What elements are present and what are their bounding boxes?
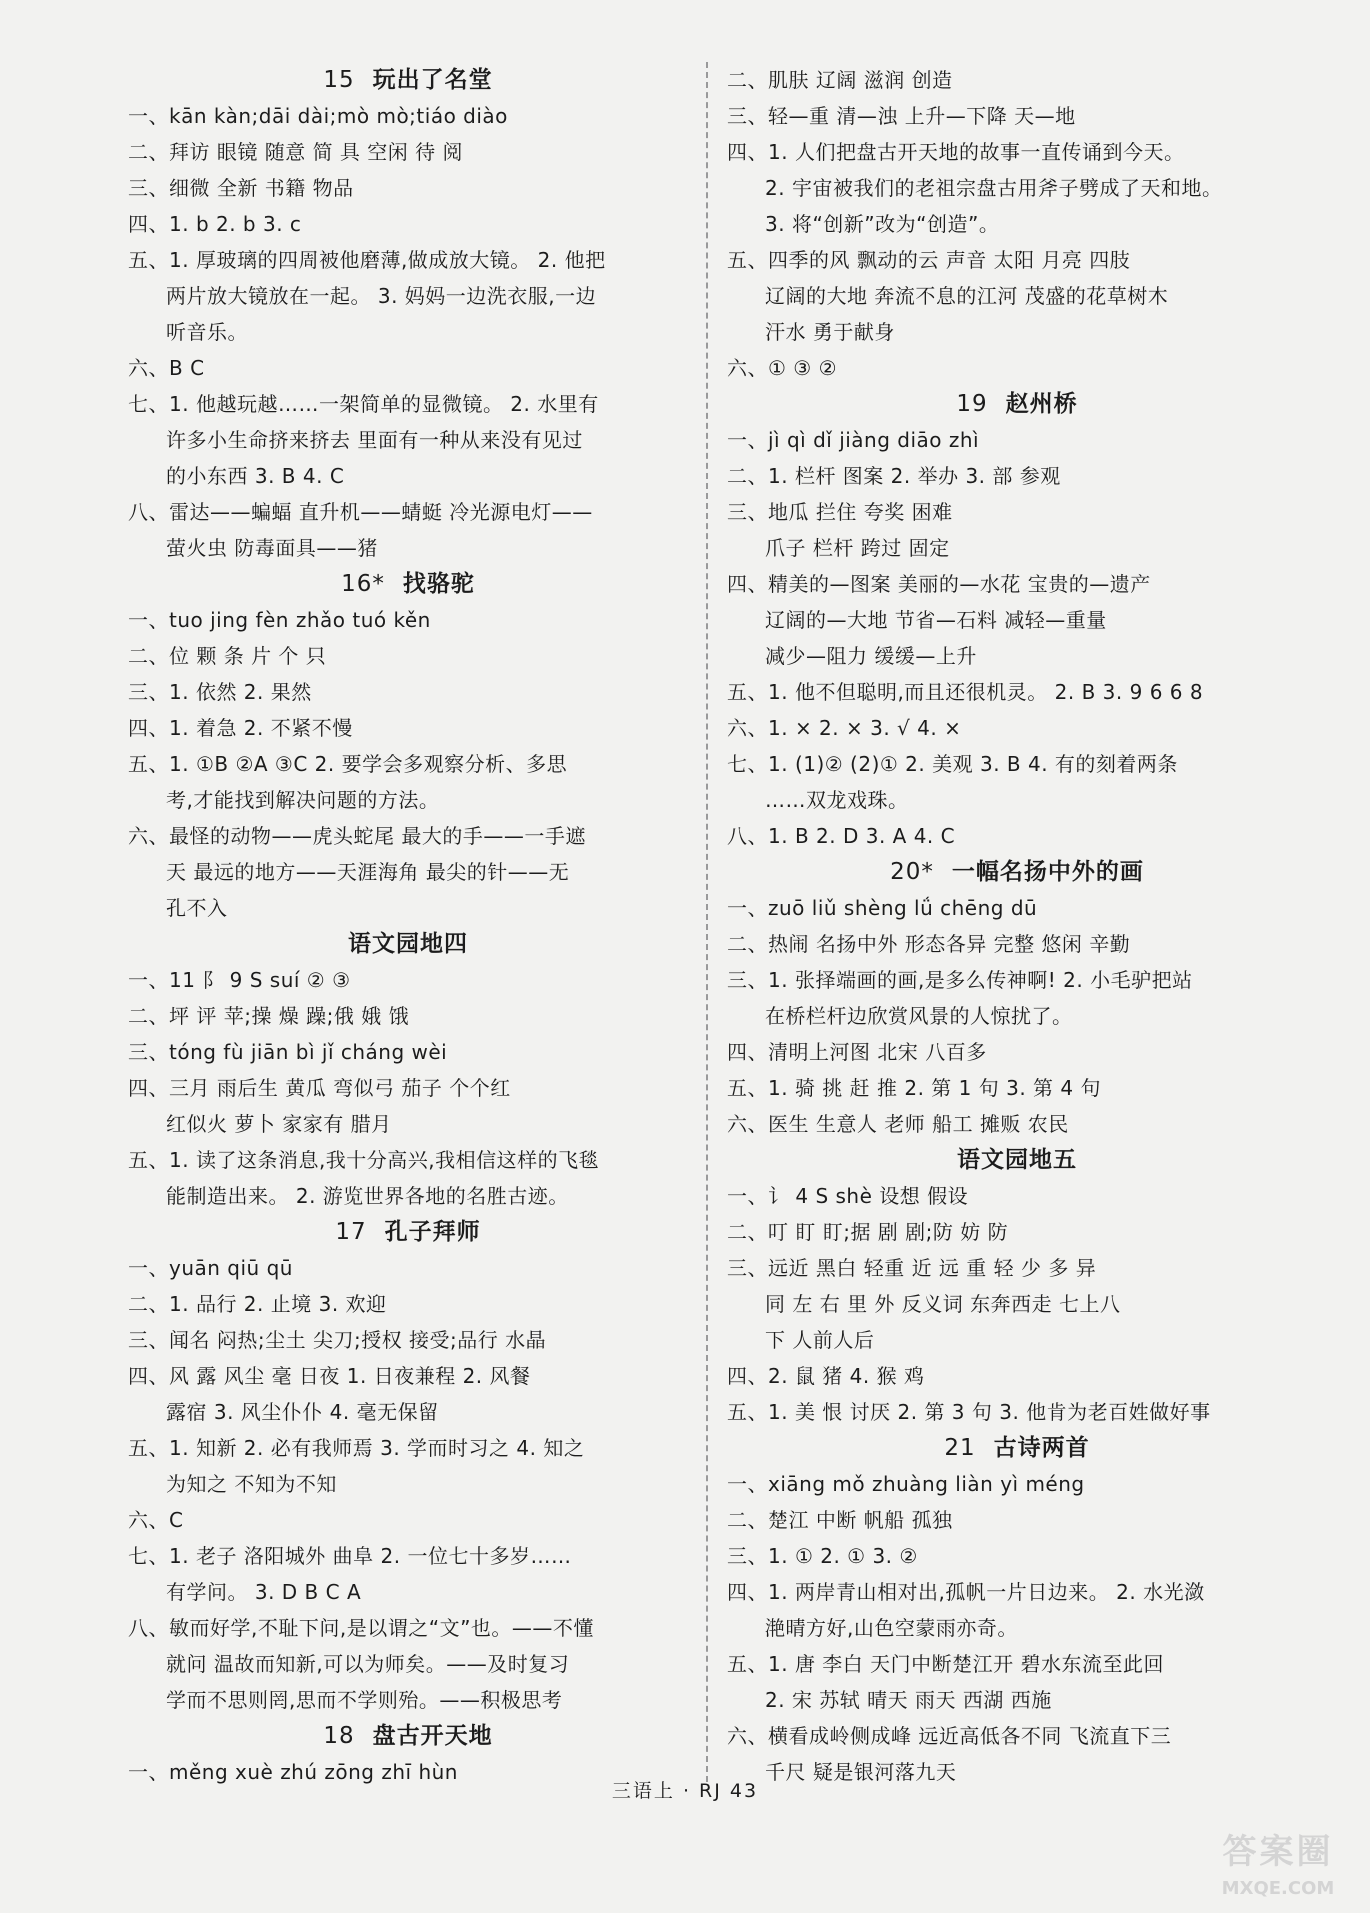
answer-line: 二、叮 盯 盯;据 剧 剧;防 妨 防 — [727, 1220, 1009, 1244]
answer-line: 二、热闹 名扬中外 形态各异 完整 悠闲 辛勤 — [727, 932, 1131, 956]
answer-line: 一、11 阝 9 S suí ② ③ — [128, 968, 351, 992]
answer-line: 五、四季的风 飘动的云 声音 太阳 月亮 四肢 — [727, 248, 1131, 272]
answer-line: 六、医生 生意人 老师 船工 摊贩 农民 — [727, 1112, 1069, 1136]
answer-line: 六、最怪的动物——虎头蛇尾 最大的手——一手遮 — [128, 824, 586, 848]
answer-line: 一、tuo jing fèn zhǎo tuó kěn — [128, 608, 431, 632]
answer-line: 二、拜访 眼镜 随意 简 具 空闲 待 阅 — [128, 140, 464, 164]
answer-line: 二、位 颗 条 片 个 只 — [128, 644, 327, 668]
answer-line-continued: ……双龙戏珠。 — [765, 788, 909, 812]
section-heading — [128, 1718, 688, 1754]
answer-line: 八、雷达——蝙蝠 直升机——蜻蜓 冷光源电灯—— — [128, 500, 593, 524]
answer-line: 六、B C — [128, 356, 205, 380]
lesson-title: 语文园地五 — [957, 1147, 1077, 1173]
answer-line: 三、1. ① 2. ① 3. ② — [727, 1544, 918, 1568]
answer-line: 四、2. 鼠 猪 4. 猴 鸡 — [727, 1364, 925, 1388]
answer-line-continued: 滟晴方好,山色空蒙雨亦奇。 — [765, 1616, 1018, 1640]
lesson-title: 孔子拜师 — [384, 1219, 481, 1245]
answer-line: 六、① ③ ② — [727, 356, 838, 380]
answer-line: 八、敏而好学,不耻下问,是以谓之“文”也。——不懂 — [128, 1616, 594, 1640]
answer-line: 五、1. ①B ②A ③C 2. 要学会多观察分析、多思 — [128, 752, 568, 776]
lesson-title: 找骆驼 — [402, 571, 475, 597]
answer-line: 四、三月 雨后生 黄瓜 弯似弓 茄子 个个红 — [128, 1076, 511, 1100]
lesson-title: 玩出了名堂 — [372, 67, 493, 93]
answer-line: 一、yuān qiū qū — [128, 1256, 293, 1280]
answer-line-continued: 有学问。 3. D B C A — [166, 1580, 362, 1604]
answer-line-continued: 许多小生命挤来挤去 里面有一种从来没有见过 — [166, 428, 583, 452]
answer-line-continued: 天 最远的地方——天涯海角 最尖的针——无 — [166, 860, 570, 884]
answer-line: 一、kān kàn;dāi dài;mò mò;tiáo diào — [128, 104, 508, 128]
answer-line-continued: 辽阔的—大地 节省—石料 减轻—重量 — [765, 608, 1107, 632]
answer-line-continued: 萤火虫 防毒面具——猪 — [166, 536, 378, 560]
answer-line: 五、1. 知新 2. 必有我师焉 3. 学而时习之 4. 知之 — [128, 1436, 585, 1460]
answer-line: 三、细微 全新 书籍 物品 — [128, 176, 354, 200]
answer-line-continued: 红似火 萝卜 家家有 腊月 — [166, 1112, 392, 1136]
lesson-number: 18 — [323, 1723, 355, 1749]
answer-line: 五、1. 厚玻璃的四周被他磨薄,做成放大镜。 2. 他把 — [128, 248, 606, 272]
section-heading — [727, 1430, 1307, 1466]
answer-line-continued: 下 人前人后 — [765, 1328, 875, 1352]
answer-line-continued: 学而不思则罔,思而不学则殆。——积极思考 — [166, 1688, 563, 1712]
answer-line: 二、肌肤 辽阔 滋润 创造 — [727, 68, 953, 92]
answer-line: 四、精美的—图案 美丽的—水花 宝贵的—遗产 — [727, 572, 1151, 596]
answer-line-continued: 千尺 疑是银河落九天 — [765, 1760, 957, 1784]
answer-line-continued: 辽阔的大地 奔流不息的江河 茂盛的花草树木 — [765, 284, 1169, 308]
answer-line: 五、1. 读了这条消息,我十分高兴,我相信这样的飞毯 — [128, 1148, 600, 1172]
answer-line: 四、风 露 风尘 毫 日夜 1. 日夜兼程 2. 风餐 — [128, 1364, 531, 1388]
lesson-number: 20* — [890, 859, 934, 885]
answer-line: 一、měng xuè zhú zōng zhī hùn — [128, 1760, 458, 1784]
lesson-number: 19 — [956, 391, 988, 417]
answer-line: 七、1. 老子 洛阳城外 曲阜 2. 一位七十多岁…… — [128, 1544, 572, 1568]
answer-line: 七、1. (1)② (2)① 2. 美观 3. B 4. 有的刻着两条 — [727, 752, 1178, 776]
answer-line-continued: 孔不入 — [166, 896, 228, 920]
answer-line: 五、1. 美 恨 讨厌 2. 第 3 句 3. 他肯为老百姓做好事 — [727, 1400, 1211, 1424]
answer-line-continued: 能制造出来。 2. 游览世界各地的名胜古迹。 — [166, 1184, 569, 1208]
answer-line: 五、1. 唐 李白 天门中断楚江开 碧水东流至此回 — [727, 1652, 1165, 1676]
answer-line-continued: 2. 宋 苏轼 晴天 雨天 西湖 西施 — [765, 1688, 1052, 1712]
answer-line: 六、横看成岭侧成峰 远近高低各不同 飞流直下三 — [727, 1724, 1172, 1748]
answer-line: 二、楚江 中断 帆船 孤独 — [727, 1508, 953, 1532]
answer-line: 一、zuō liǔ shèng lǘ chēng dū — [727, 896, 1038, 920]
watermark-logo-text: 答案圈 — [1222, 1832, 1334, 1872]
lesson-number: 15 — [323, 67, 355, 93]
section-heading — [727, 854, 1307, 890]
watermark-site: MXQE.COM — [1221, 1878, 1335, 1899]
section-heading — [128, 566, 688, 602]
answer-line: 一、xiāng mǒ zhuàng liàn yì méng — [727, 1472, 1085, 1496]
answer-line: 四、清明上河图 北宋 八百多 — [727, 1040, 987, 1064]
answer-line: 四、1. 人们把盘古开天地的故事一直传诵到今天。 — [727, 140, 1185, 164]
answer-line: 七、1. 他越玩越……一架简单的显微镜。 2. 水里有 — [128, 392, 599, 416]
answer-line-continued: 在桥栏杆边欣赏风景的人惊扰了。 — [765, 1004, 1073, 1028]
answer-line-continued: 的小东西 3. B 4. C — [166, 464, 345, 488]
answer-line: 四、1. 两岸青山相对出,孤帆一片日边来。 2. 水光潋 — [727, 1580, 1205, 1604]
lesson-number: 21 — [944, 1435, 976, 1461]
answer-line-continued: 露宿 3. 风尘仆仆 4. 毫无保留 — [166, 1400, 439, 1424]
answer-line: 三、闻名 闷热;尘土 尖刀;授权 接受;品行 水晶 — [128, 1328, 547, 1352]
answer-line: 五、1. 他不但聪明,而且还很机灵。 2. B 3. 9 6 6 8 — [727, 680, 1204, 704]
section-heading — [128, 62, 688, 98]
answer-line: 八、1. B 2. D 3. A 4. C — [727, 824, 956, 848]
answer-line-continued: 就问 温故而知新,可以为师矣。——及时复习 — [166, 1652, 570, 1676]
answer-line: 三、地瓜 拦住 夸奖 困难 — [727, 500, 953, 524]
answer-line: 六、C — [128, 1508, 184, 1532]
answer-line: 一、讠 4 S shè 设想 假设 — [727, 1184, 969, 1208]
answer-line-continued: 2. 宇宙被我们的老祖宗盘古用斧子劈成了天和地。 — [765, 176, 1223, 200]
page-footer: 三语上 · RJ 43 — [611, 1780, 759, 1802]
lesson-title: 盘古开天地 — [372, 1723, 493, 1749]
answer-line: 五、1. 骑 挑 赶 推 2. 第 1 句 3. 第 4 句 — [727, 1076, 1101, 1100]
answer-line: 六、1. × 2. × 3. √ 4. × — [727, 716, 962, 740]
answer-line: 四、1. 着急 2. 不紧不慢 — [128, 716, 353, 740]
section-heading — [128, 1214, 688, 1250]
answer-line-continued: 减少—阻力 缓缓—上升 — [765, 644, 977, 668]
lesson-title: 赵州桥 — [1005, 391, 1078, 417]
left-column — [128, 62, 688, 1790]
column-divider — [706, 62, 708, 1782]
answer-line: 一、jì qì dǐ jiàng diāo zhì — [727, 428, 980, 452]
lesson-title: 语文园地四 — [348, 931, 468, 957]
answer-line-continued: 汗水 勇于献身 — [765, 320, 895, 344]
answer-line-continued: 考,才能找到解决问题的方法。 — [166, 788, 440, 812]
answer-line: 三、1. 依然 2. 果然 — [128, 680, 312, 704]
right-column — [727, 62, 1307, 1790]
lesson-number: 16* — [341, 571, 385, 597]
lesson-title: 古诗两首 — [993, 1435, 1090, 1461]
answer-line-continued: 同 左 右 里 外 反义词 东奔西走 七上八 — [765, 1292, 1121, 1316]
lesson-number: 17 — [335, 1219, 367, 1245]
section-heading — [727, 1142, 1307, 1178]
answer-line: 三、tóng fù jiān bì jǐ cháng wèi — [128, 1040, 448, 1064]
answer-line-continued: 听音乐。 — [166, 320, 248, 344]
answer-line: 三、远近 黑白 轻重 近 远 重 轻 少 多 异 — [727, 1256, 1097, 1280]
lesson-title: 一幅名扬中外的画 — [951, 859, 1144, 885]
answer-line-continued: 两片放大镜放在一起。 3. 妈妈一边洗衣服,一边 — [166, 284, 597, 308]
answer-line: 二、1. 栏杆 图案 2. 举办 3. 部 参观 — [727, 464, 1061, 488]
watermark-logo — [1194, 1827, 1362, 1907]
answer-line-continued: 为知之 不知为不知 — [166, 1472, 337, 1496]
answer-line: 三、轻—重 清—浊 上升—下降 天—地 — [727, 104, 1076, 128]
answer-line: 二、坪 评 苹;操 燥 躁;俄 娥 饿 — [128, 1004, 410, 1028]
answer-line: 三、1. 张择端画的画,是多么传神啊! 2. 小毛驴把站 — [727, 968, 1193, 992]
section-heading — [727, 386, 1307, 422]
answer-line-continued: 3. 将“创新”改为“创造”。 — [765, 212, 1000, 236]
answer-line-continued: 爪子 栏杆 跨过 固定 — [765, 536, 950, 560]
section-heading — [128, 926, 688, 962]
answer-line: 二、1. 品行 2. 止境 3. 欢迎 — [128, 1292, 387, 1316]
answer-line: 四、1. b 2. b 3. c — [128, 212, 302, 236]
